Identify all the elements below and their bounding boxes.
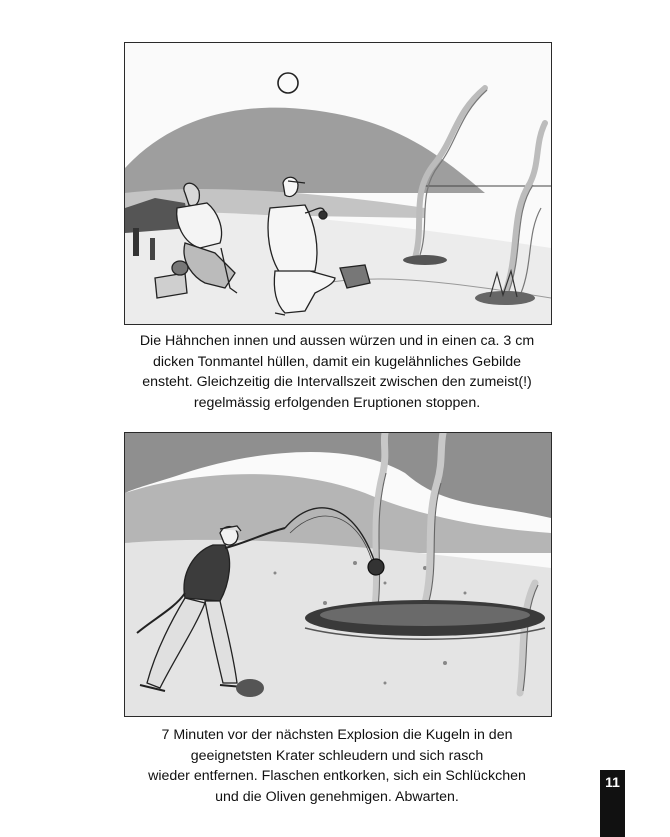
caption-line: 7 Minuten vor der nächsten Explosion die Kugeln in den xyxy=(161,727,513,743)
sun-icon xyxy=(278,73,298,93)
caption-line: Die Hähnchen innen und aussen würzen und in einen ca. 3 cm xyxy=(139,333,535,349)
page-number-tab xyxy=(600,770,625,837)
illustration-panel-1 xyxy=(124,42,552,325)
page-number: 11 xyxy=(605,774,620,790)
caption-line: geeignetsten Krater schleudern und sich rasch xyxy=(190,747,484,764)
caption-line: dicken Tonmantel hüllen, damit ein kugelähnliches Gebilde xyxy=(152,353,522,370)
caption-line: regelmässig erfolgenden Eruptionen stoppen. xyxy=(193,394,481,411)
illustration-panel-2 xyxy=(124,432,552,717)
clay-ball xyxy=(368,559,384,575)
caption-panel-2 xyxy=(100,725,574,807)
caption-panel-1 xyxy=(100,331,574,413)
caption-line: ensteht. Gleichzeitig die Intervallszeit zwischen den zumeist(!) xyxy=(142,374,532,390)
caption-line: wieder entfernen. Flaschen entkorken, sich ein Schlückchen xyxy=(148,768,526,784)
caption-line: und die Oliven genehmigen. Abwarten. xyxy=(215,788,459,805)
hill-shape xyxy=(125,108,485,193)
sketch-throwing-scene xyxy=(125,433,551,716)
sketch-campsite-scene xyxy=(125,43,551,324)
